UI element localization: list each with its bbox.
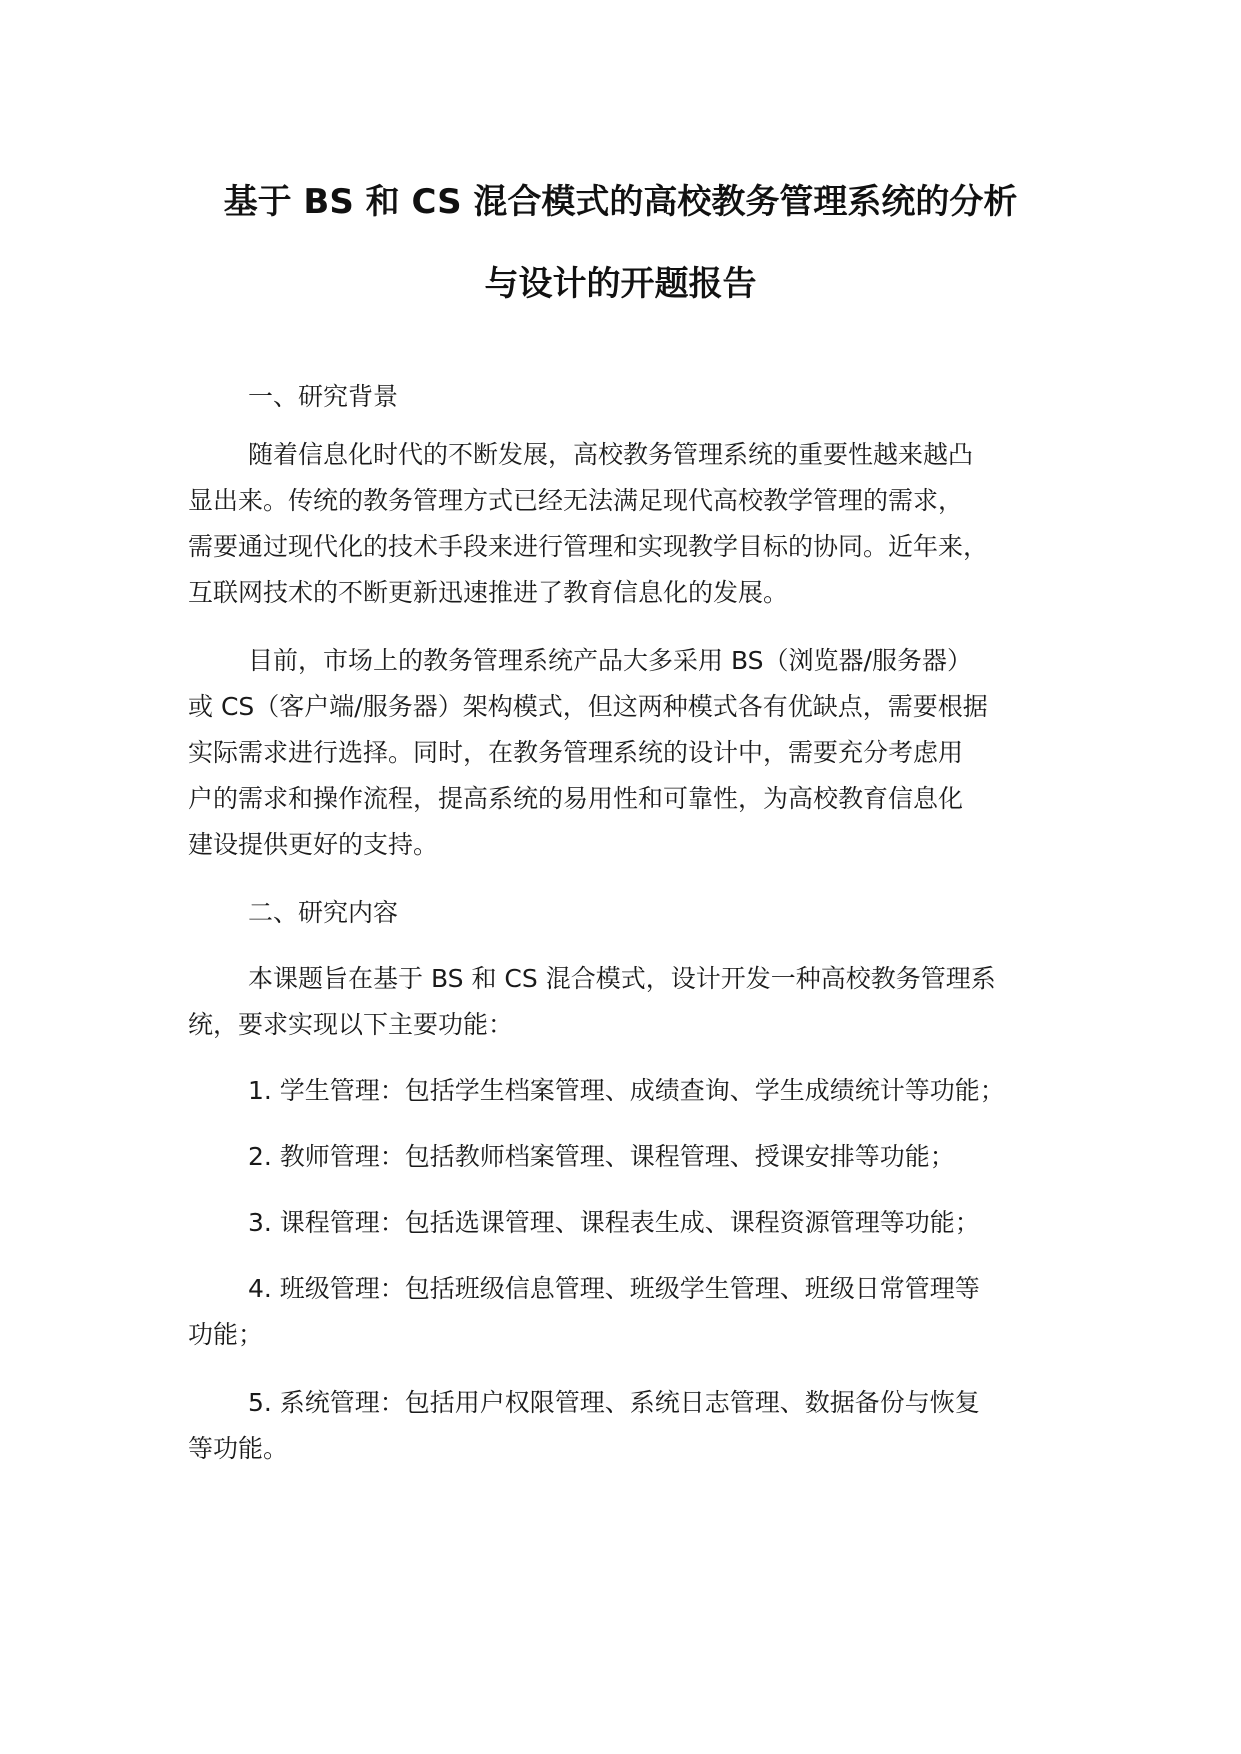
document-title-line-1: 基于 BS 和 CS 混合模式的高校教务管理系统的分析	[223, 182, 1018, 222]
section-heading-content: 二、研究内容	[248, 898, 399, 927]
paragraph-1-line-1: 随着信息化时代的不断发展，高校教务管理系统的重要性越来越凸	[248, 440, 974, 469]
paragraph-1-line-3: 需要通过现代化的技术手段来进行管理和实现教学目标的协同。近年来，	[188, 532, 989, 561]
list-item-3: 3. 课程管理：包括选课管理、课程表生成、课程资源管理等功能；	[248, 1208, 980, 1237]
list-item-4-line-2: 功能；	[188, 1320, 264, 1349]
list-item-5-line-1: 5. 系统管理：包括用户权限管理、系统日志管理、数据备份与恢复	[248, 1388, 980, 1417]
paragraph-1-line-4: 互联网技术的不断更新迅速推进了教育信息化的发展。	[188, 578, 789, 607]
list-item-2: 2. 教师管理：包括教师档案管理、课程管理、授课安排等功能；	[248, 1142, 955, 1171]
list-item-1: 1. 学生管理：包括学生档案管理、成绩查询、学生成绩统计等功能；	[248, 1076, 1005, 1105]
list-item-5-line-2: 等功能。	[188, 1434, 289, 1463]
paragraph-2-line-2: 或 CS（客户端/服务器）架构模式，但这两种模式各有优缺点，需要根据	[188, 692, 988, 721]
paragraph-3-line-2: 统，要求实现以下主要功能：	[188, 1010, 514, 1039]
paragraph-2-line-3: 实际需求进行选择。同时，在教务管理系统的设计中，需要充分考虑用	[188, 738, 964, 767]
paragraph-2-line-4: 户的需求和操作流程，提高系统的易用性和可靠性，为高校教育信息化	[188, 784, 964, 813]
paragraph-2-line-5: 建设提供更好的支持。	[188, 830, 439, 859]
list-item-4-line-1: 4. 班级管理：包括班级信息管理、班级学生管理、班级日常管理等	[248, 1274, 980, 1303]
section-heading-background: 一、研究背景	[248, 382, 399, 411]
paragraph-3-line-1: 本课题旨在基于 BS 和 CS 混合模式，设计开发一种高校教务管理系	[248, 964, 996, 993]
paragraph-1-line-2: 显出来。传统的教务管理方式已经无法满足现代高校教学管理的需求，	[188, 486, 964, 515]
document-title-line-2: 与设计的开题报告	[484, 264, 757, 304]
paragraph-2-line-1: 目前，市场上的教务管理系统产品大多采用 BS（浏览器/服务器）	[248, 646, 972, 675]
